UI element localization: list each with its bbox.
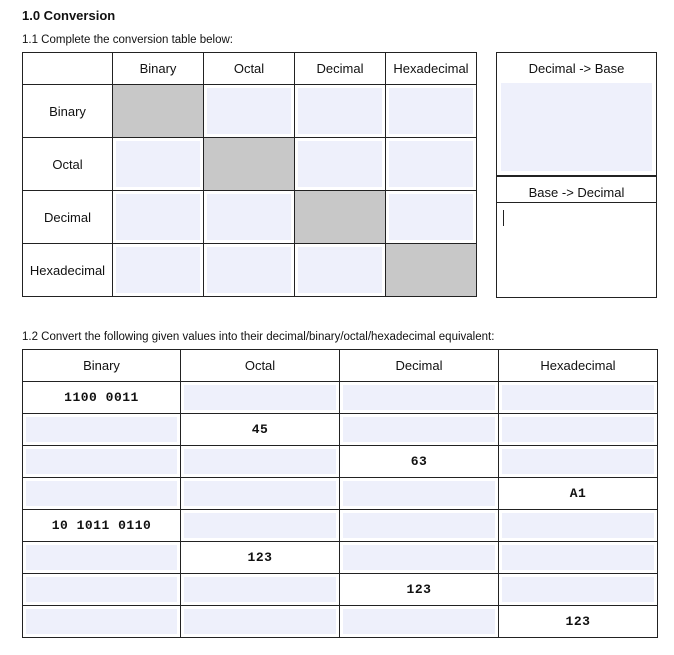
answer-cell-frame — [499, 382, 657, 413]
answer-cell-octal — [181, 606, 340, 638]
answer-field[interactable] — [26, 577, 177, 602]
answer-field[interactable] — [116, 141, 200, 187]
col-header-octal: Octal — [181, 350, 340, 382]
answer-cell-frame — [499, 414, 657, 445]
answer-field[interactable] — [502, 449, 654, 474]
answer-cell-decimal — [340, 414, 499, 446]
base-to-decimal-panel — [496, 176, 657, 298]
answer-cell-decimal — [340, 510, 499, 542]
answer-field[interactable] — [502, 577, 654, 602]
base-to-decimal-notes[interactable] — [498, 204, 655, 296]
answer-field[interactable] — [389, 88, 473, 134]
answer-field[interactable] — [184, 385, 336, 410]
table-row — [23, 446, 658, 478]
row-header-decimal: Decimal — [23, 191, 113, 244]
table-header-row — [23, 350, 658, 382]
answer-field[interactable] — [26, 545, 177, 570]
given-value-octal: 45 — [181, 414, 340, 446]
table-row — [23, 138, 477, 191]
answer-field[interactable] — [502, 513, 654, 538]
section-title: 1.0 Conversion — [22, 8, 116, 23]
answer-field[interactable] — [389, 141, 473, 187]
answer-cell-frame — [23, 478, 180, 509]
answer-cell-octal — [181, 446, 340, 478]
answer-cell-octal — [181, 574, 340, 606]
col-header-hexadecimal: Hexadecimal — [386, 53, 477, 85]
part2-instruction: 1.2 Convert the following given values into their decimal/binary/octal/hexadecimal equivalent: — [22, 331, 495, 343]
row-header-hexadecimal: Hexadecimal — [23, 244, 113, 297]
answer-field[interactable] — [502, 385, 654, 410]
table-row — [23, 85, 477, 138]
given-value-hexadecimal: 123 — [499, 606, 658, 638]
answer-cell-octal — [181, 382, 340, 414]
answer-cell-hexadecimal — [499, 382, 658, 414]
disabled-cell — [386, 244, 477, 297]
table-row — [23, 542, 658, 574]
decimal-to-base-notes[interactable] — [501, 83, 652, 171]
disabled-cell — [204, 138, 295, 191]
answer-cell-decimal — [340, 606, 499, 638]
col-header-octal: Octal — [204, 53, 295, 85]
table-row — [23, 574, 658, 606]
answer-field[interactable] — [502, 545, 654, 570]
given-value-binary: 1100 0011 — [23, 382, 181, 414]
given-value-decimal: 123 — [340, 574, 499, 606]
answer-cell-hexadecimal — [499, 574, 658, 606]
value-conversion-table — [22, 349, 658, 638]
answer-field[interactable] — [502, 417, 654, 442]
answer-field[interactable] — [26, 609, 177, 634]
answer-cell-frame — [23, 574, 180, 605]
answer-field[interactable] — [343, 513, 495, 538]
answer-field[interactable] — [184, 449, 336, 474]
table-row — [23, 382, 658, 414]
divider — [497, 202, 656, 203]
answer-field[interactable] — [116, 194, 200, 240]
col-header-hexadecimal: Hexadecimal — [499, 350, 658, 382]
answer-cell-binary — [23, 542, 181, 574]
answer-field[interactable] — [207, 88, 291, 134]
answer-cell-binary — [23, 446, 181, 478]
answer-field[interactable] — [26, 449, 177, 474]
answer-field[interactable] — [26, 481, 177, 506]
answer-cell-frame — [499, 542, 657, 573]
table-row — [23, 414, 658, 446]
answer-field[interactable] — [343, 385, 495, 410]
conversion-table — [22, 52, 477, 297]
given-value-decimal: 63 — [340, 446, 499, 478]
answer-cell-frame — [181, 446, 339, 477]
decimal-to-base-panel — [496, 52, 657, 176]
answer-field[interactable] — [298, 88, 382, 134]
table-row — [23, 244, 477, 297]
answer-cell-hexadecimal — [499, 510, 658, 542]
answer-cell-binary — [23, 414, 181, 446]
table-row — [23, 606, 658, 638]
answer-cell-frame — [181, 510, 339, 541]
answer-field[interactable] — [343, 417, 495, 442]
answer-field[interactable] — [298, 247, 382, 293]
answer-field[interactable] — [116, 247, 200, 293]
answer-field[interactable] — [207, 247, 291, 293]
answer-cell-frame — [181, 478, 339, 509]
answer-cell-octal — [181, 510, 340, 542]
table-row — [23, 510, 658, 542]
answer-field[interactable] — [207, 194, 291, 240]
table-header-row — [23, 53, 477, 85]
disabled-cell — [295, 191, 386, 244]
answer-cell-binary — [23, 606, 181, 638]
col-header-decimal: Decimal — [295, 53, 386, 85]
disabled-cell — [113, 85, 204, 138]
answer-cell-frame — [340, 606, 498, 637]
answer-cell-frame — [499, 446, 657, 477]
answer-cell-frame — [23, 606, 180, 637]
answer-cell-frame — [181, 574, 339, 605]
part1-instruction: 1.1 Complete the conversion table below: — [22, 34, 233, 46]
table-row — [23, 191, 477, 244]
answer-field[interactable] — [184, 513, 336, 538]
answer-cell-binary — [23, 574, 181, 606]
row-header-octal: Octal — [23, 138, 113, 191]
answer-cell-frame — [23, 414, 180, 445]
answer-cell-frame — [340, 510, 498, 541]
answer-cell-hexadecimal — [499, 542, 658, 574]
answer-cell-binary — [23, 478, 181, 510]
answer-cell-frame — [340, 542, 498, 573]
answer-cell-decimal — [340, 382, 499, 414]
answer-cell-frame — [499, 574, 657, 605]
col-header-binary: Binary — [113, 53, 204, 85]
answer-field[interactable] — [184, 609, 336, 634]
answer-cell-frame — [23, 542, 180, 573]
given-value-hexadecimal: A1 — [499, 478, 658, 510]
answer-cell-hexadecimal — [499, 446, 658, 478]
answer-cell-frame — [499, 510, 657, 541]
given-value-octal: 123 — [181, 542, 340, 574]
given-value-binary: 10 1011 0110 — [23, 510, 181, 542]
answer-cell-frame — [181, 382, 339, 413]
answer-cell-frame — [340, 382, 498, 413]
answer-cell-decimal — [340, 542, 499, 574]
base-to-decimal-label: Base -> Decimal — [528, 185, 625, 200]
answer-field[interactable] — [343, 545, 495, 570]
answer-field[interactable] — [343, 481, 495, 506]
answer-cell-frame — [340, 478, 498, 509]
answer-field[interactable] — [184, 577, 336, 602]
decimal-to-base-label: Decimal -> Base — [528, 61, 625, 76]
col-header-decimal: Decimal — [340, 350, 499, 382]
answer-cell-octal — [181, 478, 340, 510]
table-row — [23, 478, 658, 510]
answer-cell-decimal — [340, 478, 499, 510]
answer-field[interactable] — [298, 141, 382, 187]
corner-cell — [23, 53, 113, 85]
answer-cell-frame — [340, 414, 498, 445]
answer-cell-frame — [181, 606, 339, 637]
answer-field[interactable] — [389, 194, 473, 240]
row-header-binary: Binary — [23, 85, 113, 138]
answer-cell-frame — [23, 446, 180, 477]
answer-cell-hexadecimal — [499, 414, 658, 446]
answer-field[interactable] — [26, 417, 177, 442]
answer-field[interactable] — [184, 481, 336, 506]
answer-field[interactable] — [343, 609, 495, 634]
col-header-binary: Binary — [23, 350, 181, 382]
